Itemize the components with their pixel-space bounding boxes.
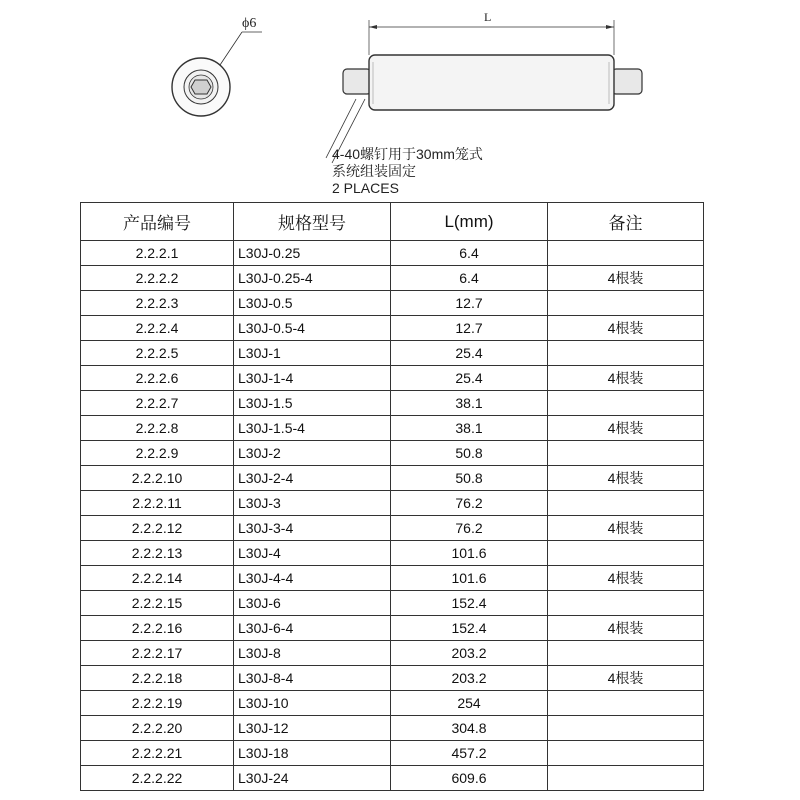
cell-remark: 4根装 — [548, 666, 704, 691]
table-row — [81, 266, 704, 291]
cell-model: L30J-1.5 — [234, 391, 391, 416]
table-row — [81, 766, 704, 791]
table-row — [81, 616, 704, 641]
cell-length: 25.4 — [391, 366, 548, 391]
cell-product-code: 2.2.2.22 — [81, 766, 234, 791]
cell-remark — [548, 691, 704, 716]
table-row — [81, 566, 704, 591]
cell-remark — [548, 291, 704, 316]
cell-model: L30J-12 — [234, 716, 391, 741]
cell-model: L30J-0.5-4 — [234, 316, 391, 341]
diameter-label: ϕ6 — [242, 16, 257, 31]
cell-length: 25.4 — [391, 341, 548, 366]
table-body — [81, 241, 704, 791]
cell-model: L30J-1 — [234, 341, 391, 366]
cell-product-code: 2.2.2.11 — [81, 491, 234, 516]
note-line-2: 系统组装固定 — [332, 163, 416, 179]
rod-end-view — [172, 32, 262, 116]
cell-model: L30J-0.25 — [234, 241, 391, 266]
cell-product-code: 2.2.2.7 — [81, 391, 234, 416]
cell-product-code: 2.2.2.21 — [81, 741, 234, 766]
cell-remark — [548, 241, 704, 266]
cell-remark — [548, 716, 704, 741]
table-header-row — [81, 203, 704, 241]
cell-model: L30J-0.5 — [234, 291, 391, 316]
cell-length: 203.2 — [391, 641, 548, 666]
assembly-note — [332, 146, 483, 197]
table-row — [81, 541, 704, 566]
note-line-3: 2 PLACES — [332, 180, 399, 196]
cell-product-code: 2.2.2.18 — [81, 666, 234, 691]
cell-length: 304.8 — [391, 716, 548, 741]
cell-product-code: 2.2.2.14 — [81, 566, 234, 591]
table-row — [81, 741, 704, 766]
cell-remark — [548, 641, 704, 666]
cell-product-code: 2.2.2.5 — [81, 341, 234, 366]
table-row — [81, 441, 704, 466]
cell-product-code: 2.2.2.12 — [81, 516, 234, 541]
header-length: L(mm) — [391, 203, 548, 241]
table-row — [81, 716, 704, 741]
cell-model: L30J-8-4 — [234, 666, 391, 691]
cell-product-code: 2.2.2.17 — [81, 641, 234, 666]
table-row — [81, 641, 704, 666]
table-row — [81, 391, 704, 416]
table-row — [81, 316, 704, 341]
cell-remark: 4根装 — [548, 566, 704, 591]
cell-remark — [548, 541, 704, 566]
cell-model: L30J-2-4 — [234, 466, 391, 491]
header-model: 规格型号 — [234, 203, 391, 241]
cell-length: 101.6 — [391, 566, 548, 591]
cell-model: L30J-3-4 — [234, 516, 391, 541]
note-line-1: 4-40螺钉用于30mm笼式 — [332, 146, 483, 162]
cell-model: L30J-24 — [234, 766, 391, 791]
cell-model: L30J-0.25-4 — [234, 266, 391, 291]
cell-product-code: 2.2.2.1 — [81, 241, 234, 266]
cell-model: L30J-1-4 — [234, 366, 391, 391]
table-row — [81, 366, 704, 391]
cell-model: L30J-10 — [234, 691, 391, 716]
cell-length: 12.7 — [391, 316, 548, 341]
table-row — [81, 416, 704, 441]
cell-remark: 4根装 — [548, 316, 704, 341]
cell-length: 38.1 — [391, 416, 548, 441]
cell-length: 50.8 — [391, 441, 548, 466]
table-row — [81, 516, 704, 541]
cell-model: L30J-6 — [234, 591, 391, 616]
cell-remark — [548, 591, 704, 616]
cell-product-code: 2.2.2.9 — [81, 441, 234, 466]
cell-product-code: 2.2.2.15 — [81, 591, 234, 616]
cell-remark: 4根装 — [548, 416, 704, 441]
cell-remark — [548, 766, 704, 791]
cell-length: 76.2 — [391, 491, 548, 516]
table-row — [81, 591, 704, 616]
cell-product-code: 2.2.2.3 — [81, 291, 234, 316]
cell-remark: 4根装 — [548, 266, 704, 291]
cell-length: 38.1 — [391, 391, 548, 416]
table-row — [81, 691, 704, 716]
cell-remark: 4根装 — [548, 616, 704, 641]
cell-model: L30J-1.5-4 — [234, 416, 391, 441]
cell-length: 6.4 — [391, 241, 548, 266]
cell-model: L30J-6-4 — [234, 616, 391, 641]
cell-product-code: 2.2.2.10 — [81, 466, 234, 491]
cell-product-code: 2.2.2.6 — [81, 366, 234, 391]
length-label: L — [484, 10, 492, 24]
cell-model: L30J-2 — [234, 441, 391, 466]
cell-remark — [548, 491, 704, 516]
cell-length: 101.6 — [391, 541, 548, 566]
cell-model: L30J-3 — [234, 491, 391, 516]
cell-model: L30J-4-4 — [234, 566, 391, 591]
cell-remark: 4根装 — [548, 466, 704, 491]
cell-model: L30J-4 — [234, 541, 391, 566]
table-row — [81, 491, 704, 516]
cell-product-code: 2.2.2.20 — [81, 716, 234, 741]
cell-remark — [548, 391, 704, 416]
cell-product-code: 2.2.2.19 — [81, 691, 234, 716]
cell-product-code: 2.2.2.16 — [81, 616, 234, 641]
cell-length: 152.4 — [391, 616, 548, 641]
cell-length: 254 — [391, 691, 548, 716]
cell-length: 457.2 — [391, 741, 548, 766]
table-row — [81, 241, 704, 266]
cell-product-code: 2.2.2.8 — [81, 416, 234, 441]
table-row — [81, 666, 704, 691]
spec-table — [80, 202, 704, 791]
cell-length: 152.4 — [391, 591, 548, 616]
cell-model: L30J-8 — [234, 641, 391, 666]
cell-length: 76.2 — [391, 516, 548, 541]
cell-product-code: 2.2.2.2 — [81, 266, 234, 291]
cell-model: L30J-18 — [234, 741, 391, 766]
cell-remark: 4根装 — [548, 516, 704, 541]
cell-length: 6.4 — [391, 266, 548, 291]
header-product-code: 产品编号 — [81, 203, 234, 241]
cell-remark — [548, 741, 704, 766]
table-row — [81, 341, 704, 366]
table-row — [81, 291, 704, 316]
cell-product-code: 2.2.2.13 — [81, 541, 234, 566]
table-row — [81, 466, 704, 491]
cell-length: 203.2 — [391, 666, 548, 691]
technical-drawing — [0, 0, 800, 200]
cell-length: 50.8 — [391, 466, 548, 491]
cell-remark: 4根装 — [548, 366, 704, 391]
rod-side-view — [326, 20, 642, 163]
cell-length: 609.6 — [391, 766, 548, 791]
cell-remark — [548, 341, 704, 366]
cell-product-code: 2.2.2.4 — [81, 316, 234, 341]
cell-remark — [548, 441, 704, 466]
header-remark: 备注 — [548, 203, 704, 241]
cell-length: 12.7 — [391, 291, 548, 316]
